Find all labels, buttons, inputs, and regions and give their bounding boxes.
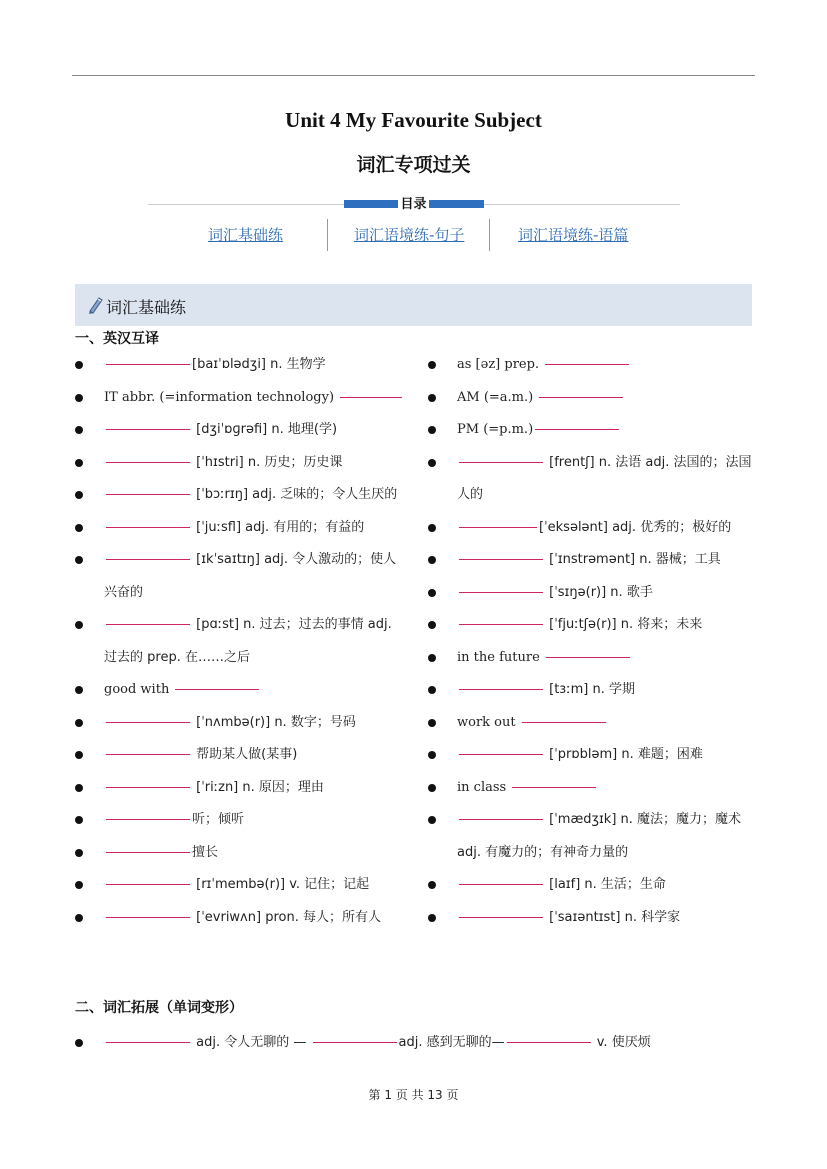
vocab-list-left	[75, 349, 405, 934]
answer-blank[interactable]	[106, 721, 190, 723]
answer-blank[interactable]	[459, 688, 543, 690]
vocab-item: [ˈsaɪəntɪst] n. 科学家	[428, 902, 753, 935]
answer-blank[interactable]	[106, 883, 190, 885]
vocab-item: 擅长	[75, 837, 405, 870]
answer-blank[interactable]	[459, 916, 543, 918]
page-title: Unit 4 My Favourite Subject	[285, 108, 542, 132]
answer-blank[interactable]	[546, 656, 630, 658]
answer-blank[interactable]	[459, 818, 543, 820]
vocab-item: good with	[75, 674, 405, 707]
page-footer: 第 1 页 共 13 页	[368, 1088, 459, 1102]
answer-blank[interactable]	[175, 688, 259, 690]
vocab-item: [pɑːst] n. 过去；过去的事情 adj. 过去的 prep. 在……之后	[75, 609, 405, 674]
answer-blank[interactable]	[340, 396, 402, 398]
vocab-item: [ˈnʌmbə(r)] n. 数字；号码	[75, 707, 405, 740]
vocab-item: [ˈriːzn] n. 原因；理由	[75, 772, 405, 805]
word-form-item	[75, 1027, 755, 1060]
vocab-item: [ɪkˈsaɪtɪŋ] adj. 令人激动的；使人兴奋的	[75, 544, 405, 609]
answer-blank[interactable]	[313, 1041, 397, 1043]
vocab-item: AM (=a.m.)	[428, 382, 753, 415]
toc-separator	[489, 219, 490, 251]
answer-blank[interactable]	[512, 786, 596, 788]
part1-heading: 一、英汉互译	[75, 331, 159, 347]
vocab-item: [ˈhɪstri] n. 历史；历史课	[75, 447, 405, 480]
vocab-item: [baɪˈɒlədʒi] n. 生物学	[75, 349, 405, 382]
answer-blank[interactable]	[106, 818, 190, 820]
toc-link-basic[interactable]: 词汇基础练	[208, 226, 284, 244]
answer-blank[interactable]	[545, 363, 629, 365]
answer-blank[interactable]	[106, 363, 190, 365]
vocab-item: 帮助某人做(某事)	[75, 739, 405, 772]
vocab-item: [ˈevriwʌn] pron. 每人；所有人	[75, 902, 405, 935]
answer-blank[interactable]	[106, 786, 190, 788]
toc-label: 目录	[400, 197, 427, 212]
vocab-item: [ˈprɒbləm] n. 难题；困难	[428, 739, 753, 772]
vocab-item: IT abbr. (=information technology)	[75, 382, 405, 415]
vocab-item: [rɪˈmembə(r)] v. 记住；记起	[75, 869, 405, 902]
answer-blank[interactable]	[106, 558, 190, 560]
answer-blank[interactable]	[106, 461, 190, 463]
vocab-item: [ˈeksələnt] adj. 优秀的；极好的	[428, 512, 753, 545]
answer-blank[interactable]	[459, 753, 543, 755]
toc-separator	[327, 219, 328, 251]
vocab-item: in the future	[428, 642, 753, 675]
vocab-item: [ˈmædʒɪk] n. 魔法；魔力；魔术 adj. 有魔力的；有神奇力量的	[428, 804, 753, 869]
page-subtitle: 词汇专项过关	[356, 154, 471, 176]
answer-blank[interactable]	[459, 591, 543, 593]
section-title: 词汇基础练	[106, 298, 187, 317]
vocab-list-right	[428, 349, 753, 934]
part2-heading: 二、词汇拓展（单词变形）	[75, 1000, 243, 1016]
toc-link-passage[interactable]: 词汇语境练-语篇	[518, 226, 629, 244]
answer-blank[interactable]	[106, 526, 190, 528]
answer-blank[interactable]	[507, 1041, 591, 1043]
answer-blank[interactable]	[459, 558, 543, 560]
vocab-item: [tɜːm] n. 学期	[428, 674, 753, 707]
vocab-item: adj. 令人无聊的 — adj. 感到无聊的— v. 使厌烦	[75, 1027, 755, 1060]
answer-blank[interactable]	[459, 526, 537, 528]
vocab-item: [ˈbɔːrɪŋ] adj. 乏味的；令人生厌的	[75, 479, 405, 512]
answer-blank[interactable]	[106, 428, 190, 430]
answer-blank[interactable]	[106, 916, 190, 918]
toc-links	[0, 219, 827, 251]
answer-blank[interactable]	[106, 493, 190, 495]
answer-blank[interactable]	[459, 883, 543, 885]
pen-icon	[86, 295, 104, 315]
answer-blank[interactable]	[459, 623, 543, 625]
header-rule	[72, 75, 755, 76]
vocab-item: work out	[428, 707, 753, 740]
vocab-item: in class	[428, 772, 753, 805]
section-header	[75, 284, 752, 326]
answer-blank[interactable]	[539, 396, 623, 398]
vocab-item: [ˈɪnstrəmənt] n. 器械；工具	[428, 544, 753, 577]
vocab-item: PM (=p.m.)	[428, 414, 753, 447]
answer-blank[interactable]	[106, 753, 190, 755]
answer-blank[interactable]	[459, 461, 543, 463]
answer-blank[interactable]	[106, 623, 190, 625]
toc-link-sentence[interactable]: 词汇语境练-句子	[354, 226, 465, 244]
vocab-item: [laɪf] n. 生活；生命	[428, 869, 753, 902]
vocab-item: [frentʃ] n. 法语 adj. 法国的；法国人的	[428, 447, 753, 512]
vocab-item: [ˈfjuːtʃə(r)] n. 将来；未来	[428, 609, 753, 642]
vocab-item: [dʒiˈɒɡrəfi] n. 地理(学)	[75, 414, 405, 447]
vocab-item: [ˈjuːsfl] adj. 有用的；有益的	[75, 512, 405, 545]
answer-blank[interactable]	[535, 428, 619, 430]
answer-blank[interactable]	[106, 1041, 190, 1043]
vocab-item: 听；倾听	[75, 804, 405, 837]
answer-blank[interactable]	[106, 851, 190, 853]
vocab-item: [ˈsɪŋə(r)] n. 歌手	[428, 577, 753, 610]
answer-blank[interactable]	[522, 721, 606, 723]
vocab-item: as [əz] prep.	[428, 349, 753, 382]
